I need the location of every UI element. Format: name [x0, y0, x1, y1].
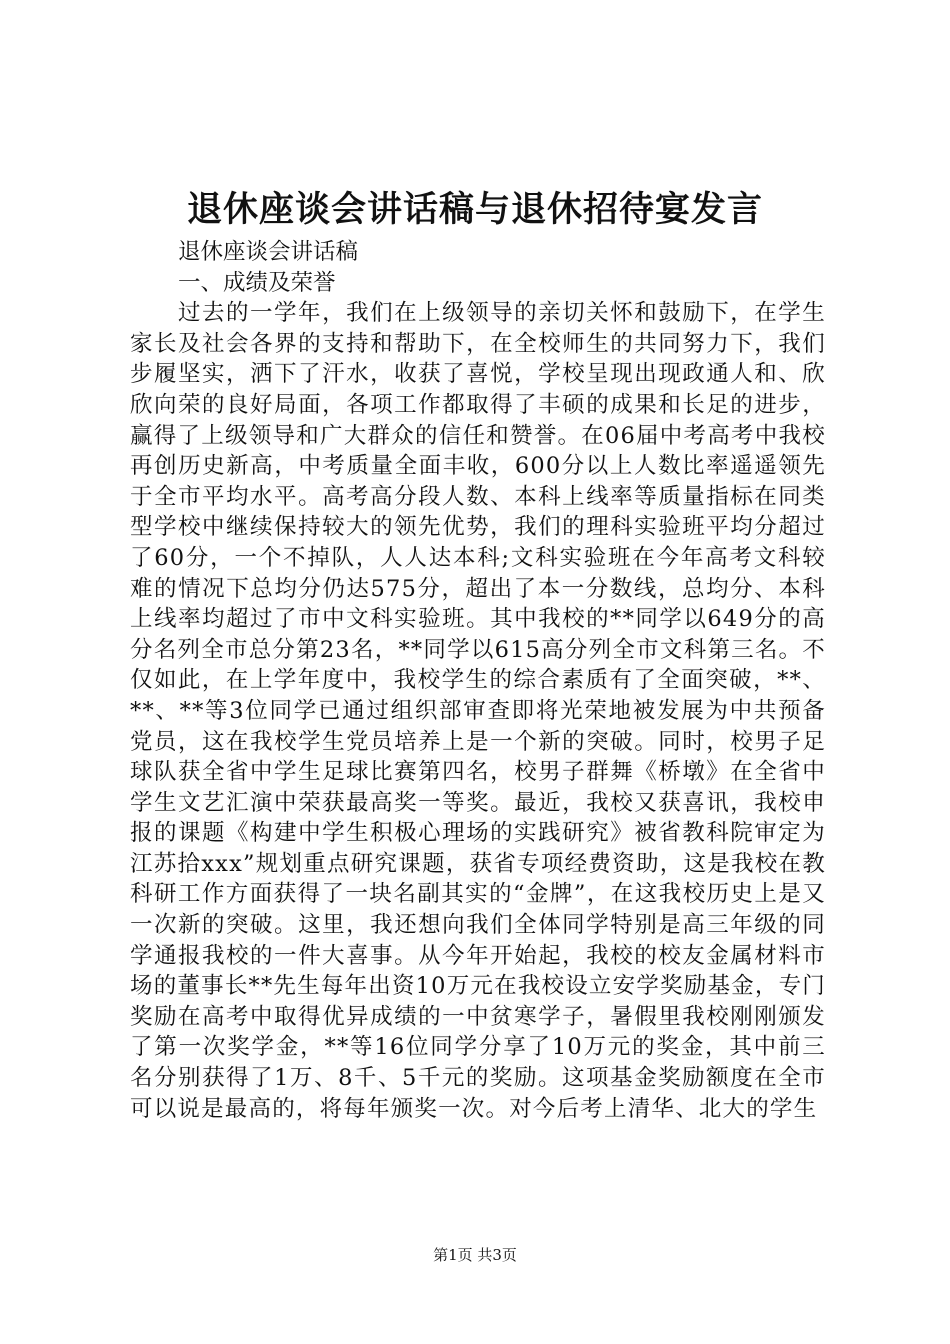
- page-number-footer: 第1页 共3页: [433, 1246, 517, 1264]
- section-heading: 一、成绩及荣誉: [178, 269, 336, 296]
- document-body: [130, 237, 826, 1124]
- body-paragraph: 过去的一学年，我们在上级领导的亲切关怀和鼓励下，在学生家长及社会各界的支持和帮助下，在全校师生的共同努力下，我们步履坚实，洒下了汗水，收获了喜悦，学校呈现出现政通人和、欣欣向荣的良好局面，各项工作都取得了丰硕的成果和长足的进步，赢得了上级领导和广大群众的信任和赞誉。在06届中考高考中我校再创历史新高，中考质量全面丰收，600分以上人数比率遥遥领先于全市平均水平。高考高分段人数、本科上线率等质量指标在同类型学校中继续保持较大的领先优势，我们的理科实验班平均分超过了60分，一个不掉队，人人达本科;文科实验班在今年高考文科较难的情况下总均分仍达575分，超出了本一分数线，总均分、本科上线率均超过了市中文科实验班。其中我校的**同学以649分的高分名列全市总分第23名，**同学以615高分列全市文科第三名。不仅如此，在上学年度中，我校学生的综合素质有了全面突破，**、**、**等3位同学已通过组织部审查即将光荣地被发展为中共预备党员，这在我校学生党员培养上是一个新的突破。同时，校男子足球队获全省中学生足球比赛第四名，校男子群舞《桥墩》在全省中学生文艺汇演中荣获最高奖一等奖。最近，我校又获喜讯，我校申报的课题《构建中学生积极心理场的实践研究》被省教科院审定为江苏拾xxx”规划重点研究课题，获省专项经费资助，这是我校在教科研工作方面获得了一块名副其实的“金牌”，在这我校历史上是又一次新的突破。这里，我还想向我们全体同学特别是高三年级的同学通报我校的一件大喜事。从今年开始起，我校的校友金属材料市场的董事长**先生每年出资10万元在我校设立安学奖励基金，专门奖励在高考中取得优异成绩的一中贫寒学子，暑假里我校刚刚颁发了第一次奖学金，**等16位同学分享了10万元的奖金，其中前三名分别获得了1万、8千、5千元的奖励。这项基金奖励额度在全市可以说是最高的，将每年颁奖一次。对今后考上清华、北大的学生: [130, 300, 826, 1122]
- speech-subtitle: 退休座谈会讲话稿: [178, 239, 359, 265]
- document-title: 退休座谈会讲话稿与退休招待宴发言: [186, 189, 763, 230]
